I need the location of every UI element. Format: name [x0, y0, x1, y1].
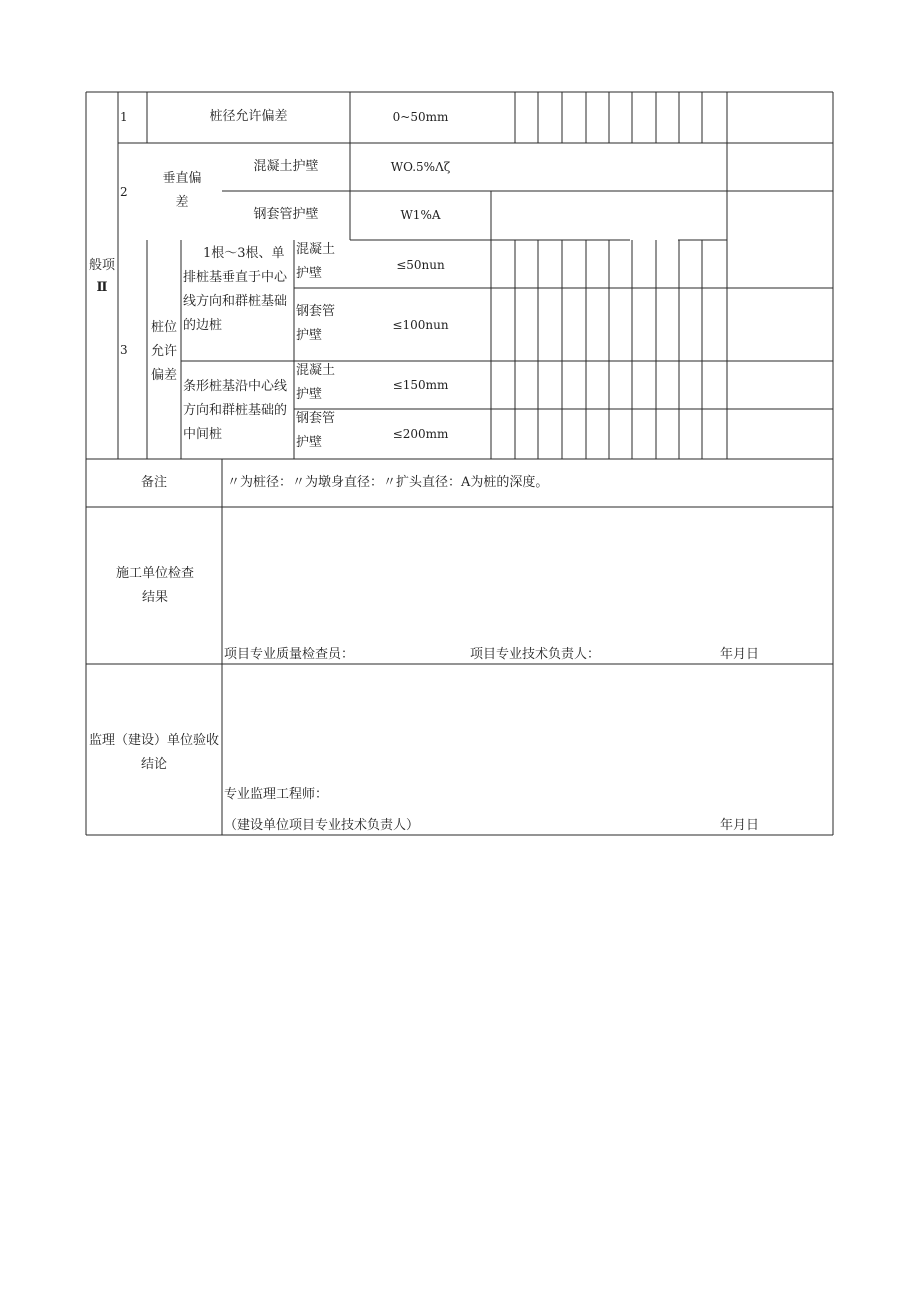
section-mark: Ⅱ	[96, 280, 108, 295]
supervision-label: 监理（建设）单位验收结论	[88, 733, 219, 772]
remarks-label: 备注	[140, 475, 167, 490]
row2-concrete-value: WO.5%Λζ	[390, 160, 451, 174]
row3-a-steel-value: ≤100nun	[392, 318, 449, 332]
row2-item: 垂直偏差	[162, 171, 202, 210]
row2-steel-value: W1%A	[400, 208, 441, 222]
row1-value: 0~50mm	[392, 110, 449, 124]
row3-group-b: 条形桩基沿中心线方向和群桩基础的中间桩	[183, 379, 288, 442]
row3-item: 桩位允许偏差	[150, 320, 177, 383]
row1-item: 桩径允许偏差	[209, 109, 288, 124]
technical-lead-label: 项目专业技术负责人：	[470, 647, 601, 662]
quality-inspector-label: 项目专业质量检查员：	[224, 647, 355, 662]
construction-label: 施工单位检查结果	[116, 566, 195, 605]
row2-concrete-label: 混凝土护壁	[253, 159, 319, 174]
row3-b-steel-label: 钢套管护壁	[296, 411, 336, 450]
row1-number: 1	[120, 110, 128, 124]
row3-number: 3	[120, 343, 128, 357]
row2-number: 2	[120, 185, 128, 199]
construction-date: 年月日	[720, 647, 760, 662]
owner-lead-label: （建设单位项目专业技术负责人）	[224, 818, 420, 833]
supervision-date: 年月日	[720, 818, 760, 833]
supervision-engineer-label: 专业监理工程师：	[224, 787, 329, 802]
row3-group-a: 1根～3根、单排桩基垂直于中心线方向和群桩基础的边桩	[183, 246, 288, 333]
row3-a-concrete-label: 混凝土护壁	[296, 242, 336, 281]
row3-b-concrete-label: 混凝土护壁	[296, 363, 336, 402]
row3-b-steel-value: ≤200mm	[392, 427, 449, 441]
remarks-text: 〃为桩径：〃为墩身直径：〃扩头直径：A为桩的深度。	[227, 475, 549, 490]
row2-steel-label: 钢套管护壁	[253, 207, 319, 222]
row3-a-steel-label: 钢套管护壁	[296, 304, 336, 343]
row3-a-concrete-value: ≤50nun	[396, 258, 445, 272]
section-label: 般项	[88, 258, 115, 273]
row3-b-concrete-value: ≤150mm	[392, 378, 449, 392]
